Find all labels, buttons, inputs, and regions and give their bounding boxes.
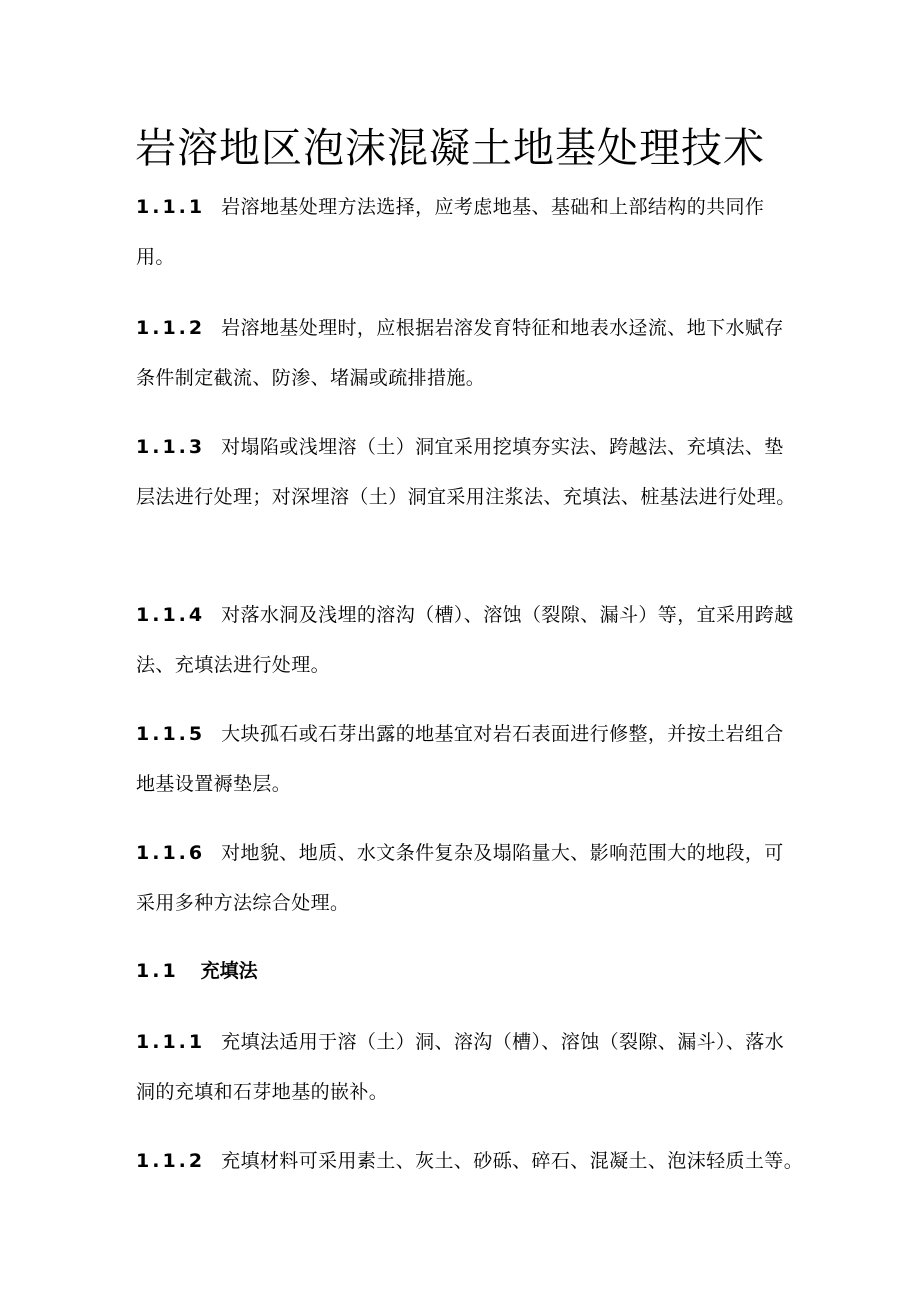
clause-number: 1.1.2 xyxy=(136,317,206,339)
clause-number: 1.1.1 xyxy=(136,1031,206,1053)
clause-text: 岩溶地基处理时，应根据岩溶发育特征和地表水迳流、地下水赋存条件制定截流、防渗、堵漏或疏排措施。 xyxy=(136,317,784,389)
clause-number: 1.1.1 xyxy=(136,196,206,218)
clause-text: 岩溶地基处理方法选择，应考虑地基、基础和上部结构的共同作用。 xyxy=(136,196,765,268)
clause-text: 对塌陷或浅埋溶（土）洞宜采用挖填夯实法、跨越法、充填法、垫层法进行处理；对深埋溶（土）洞宜采用注浆法、充填法、桩基法进行处理。 xyxy=(136,436,796,508)
clause-text: 大块孤石或石芽出露的地基宜对岩石表面进行修整，并按土岩组合地基设置褥垫层。 xyxy=(136,723,784,795)
clause-number: 1.1.6 xyxy=(136,842,206,864)
section-title: 充填法 xyxy=(200,960,258,982)
clause-number: 1.1.3 xyxy=(136,436,206,458)
clause-1-1-5 xyxy=(136,709,796,809)
clause-1-1-1 xyxy=(136,182,796,282)
clause-1-1-4 xyxy=(136,590,796,690)
section-number: 1.1 xyxy=(136,960,179,982)
clause-1-1-3 xyxy=(136,422,796,522)
clause-text: 对落水洞及浅埋的溶沟（槽）、溶蚀（裂隙、漏斗）等，宜采用跨越法、充填法进行处理。 xyxy=(136,604,794,676)
clause-1-1-2 xyxy=(136,303,796,403)
clause-1-1-6 xyxy=(136,828,796,928)
clause-text: 对地貌、地质、水文条件复杂及塌陷量大、影响范围大的地段，可采用多种方法综合处理。 xyxy=(136,842,784,914)
clause-number: 1.1.5 xyxy=(136,723,206,745)
section-heading xyxy=(136,946,258,996)
clause-number: 1.1.2 xyxy=(136,1150,206,1172)
clause-text: 充填法适用于溶（土）洞、溶沟（槽）、溶蚀（裂隙、漏斗）、落水洞的充填和石芽地基的嵌补。 xyxy=(136,1031,785,1103)
clause-fill-1-1-2 xyxy=(136,1136,806,1186)
clause-text: 充填材料可采用素土、灰土、砂砾、碎石、混凝土、泡沫轻质土等。 xyxy=(221,1150,804,1172)
clause-number: 1.1.4 xyxy=(136,604,206,626)
document-title: 岩溶地区泡沫混凝土地基处理技术 xyxy=(135,124,765,172)
clause-fill-1-1-1 xyxy=(136,1017,796,1117)
